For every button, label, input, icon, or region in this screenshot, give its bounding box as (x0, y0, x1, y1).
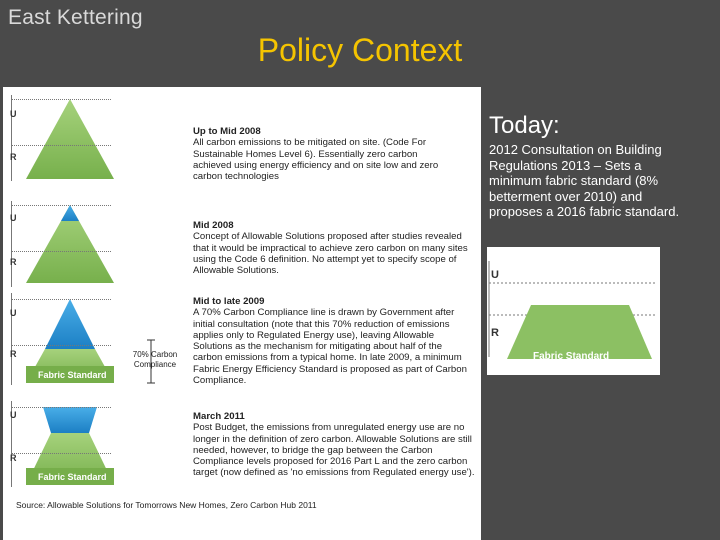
stage2-blue-tip (61, 205, 79, 221)
brand-logo-text: East Kettering (8, 6, 143, 29)
stage-description (193, 296, 474, 386)
stage-body: A 70% Carbon Compliance line is drawn by Government after initial consultation (note that this 70% reduction of emissions applies only to Regulated Energy use), leaving Allowable Solutions as the mechanism for mitigating about half of the carbon emissions from a typical home. In late 2009, a minimum Fabric Energy Efficiency Standard is proposed as part of Carbon Compliance. (193, 307, 467, 387)
level-r-label: R (10, 257, 17, 267)
level-u-label: U (491, 269, 499, 281)
stage4-blue-top (43, 407, 97, 433)
level-u-label: U (10, 308, 17, 318)
stage-heading: Mid to late 2009 (193, 296, 265, 307)
stage3-blue-top (45, 299, 95, 349)
stage-heading: Mid 2008 (193, 220, 234, 231)
stage-description (193, 220, 471, 276)
fabric-standard-label: Fabric Standard (38, 472, 107, 482)
level-r-label: R (10, 349, 17, 359)
slide-title: Policy Context (257, 32, 463, 68)
stage-description (193, 126, 445, 182)
today-description: 2012 Consultation on Building Regulations 2013 – Sets a minimum fabric standard (8% betterment over 2010) and proposes a 2016 fabric standard. (489, 142, 680, 219)
level-r-label: R (10, 453, 17, 463)
policy-diagram-panel (3, 87, 481, 540)
level-u-label: U (10, 410, 17, 420)
stage-body: All carbon emissions to be mitigated on site. (Code For Sustainable Homes Level 6). Essentially zero carbon achieved using energy efficiency and on site low and zero carbon technologies (193, 137, 439, 183)
stage-body: Post Budget, the emissions from unregulated energy use are no longer in the definition of zero carbon. Allowable Solutions are still needed, however, to bridge the gap between the Carbon Compliance levels proposed for 2016 Part L and the zero carbon target (now defined as 'no emissions from Regulated energy use'). (193, 422, 475, 479)
fabric-standard-diagram (487, 247, 660, 375)
level-u-label: U (10, 213, 17, 223)
stage-description (193, 411, 475, 479)
fabric-standard-label: Fabric Standard (533, 351, 610, 362)
today-heading: Today: (489, 112, 560, 139)
source-citation: Source: Allowable Solutions for Tomorrows New Homes, Zero Carbon Hub 2011 (16, 500, 317, 510)
carbon-compliance-label: 70% Carbon Compliance (132, 350, 178, 369)
stage-heading: Up to Mid 2008 (193, 126, 261, 137)
level-u-label: U (10, 109, 17, 119)
stage-body: Concept of Allowable Solutions proposed after studies revealed that it would be impractical to achieve zero carbon on many sites using the Code 6 definition. No attempt yet to specify scope of Allowable Solutions. (193, 231, 468, 277)
level-r-label: R (10, 152, 17, 162)
stage-heading: March 2011 (193, 411, 245, 422)
fabric-standard-label: Fabric Standard (38, 370, 107, 380)
stage1-triangle (26, 99, 114, 179)
level-r-label: R (491, 327, 499, 339)
